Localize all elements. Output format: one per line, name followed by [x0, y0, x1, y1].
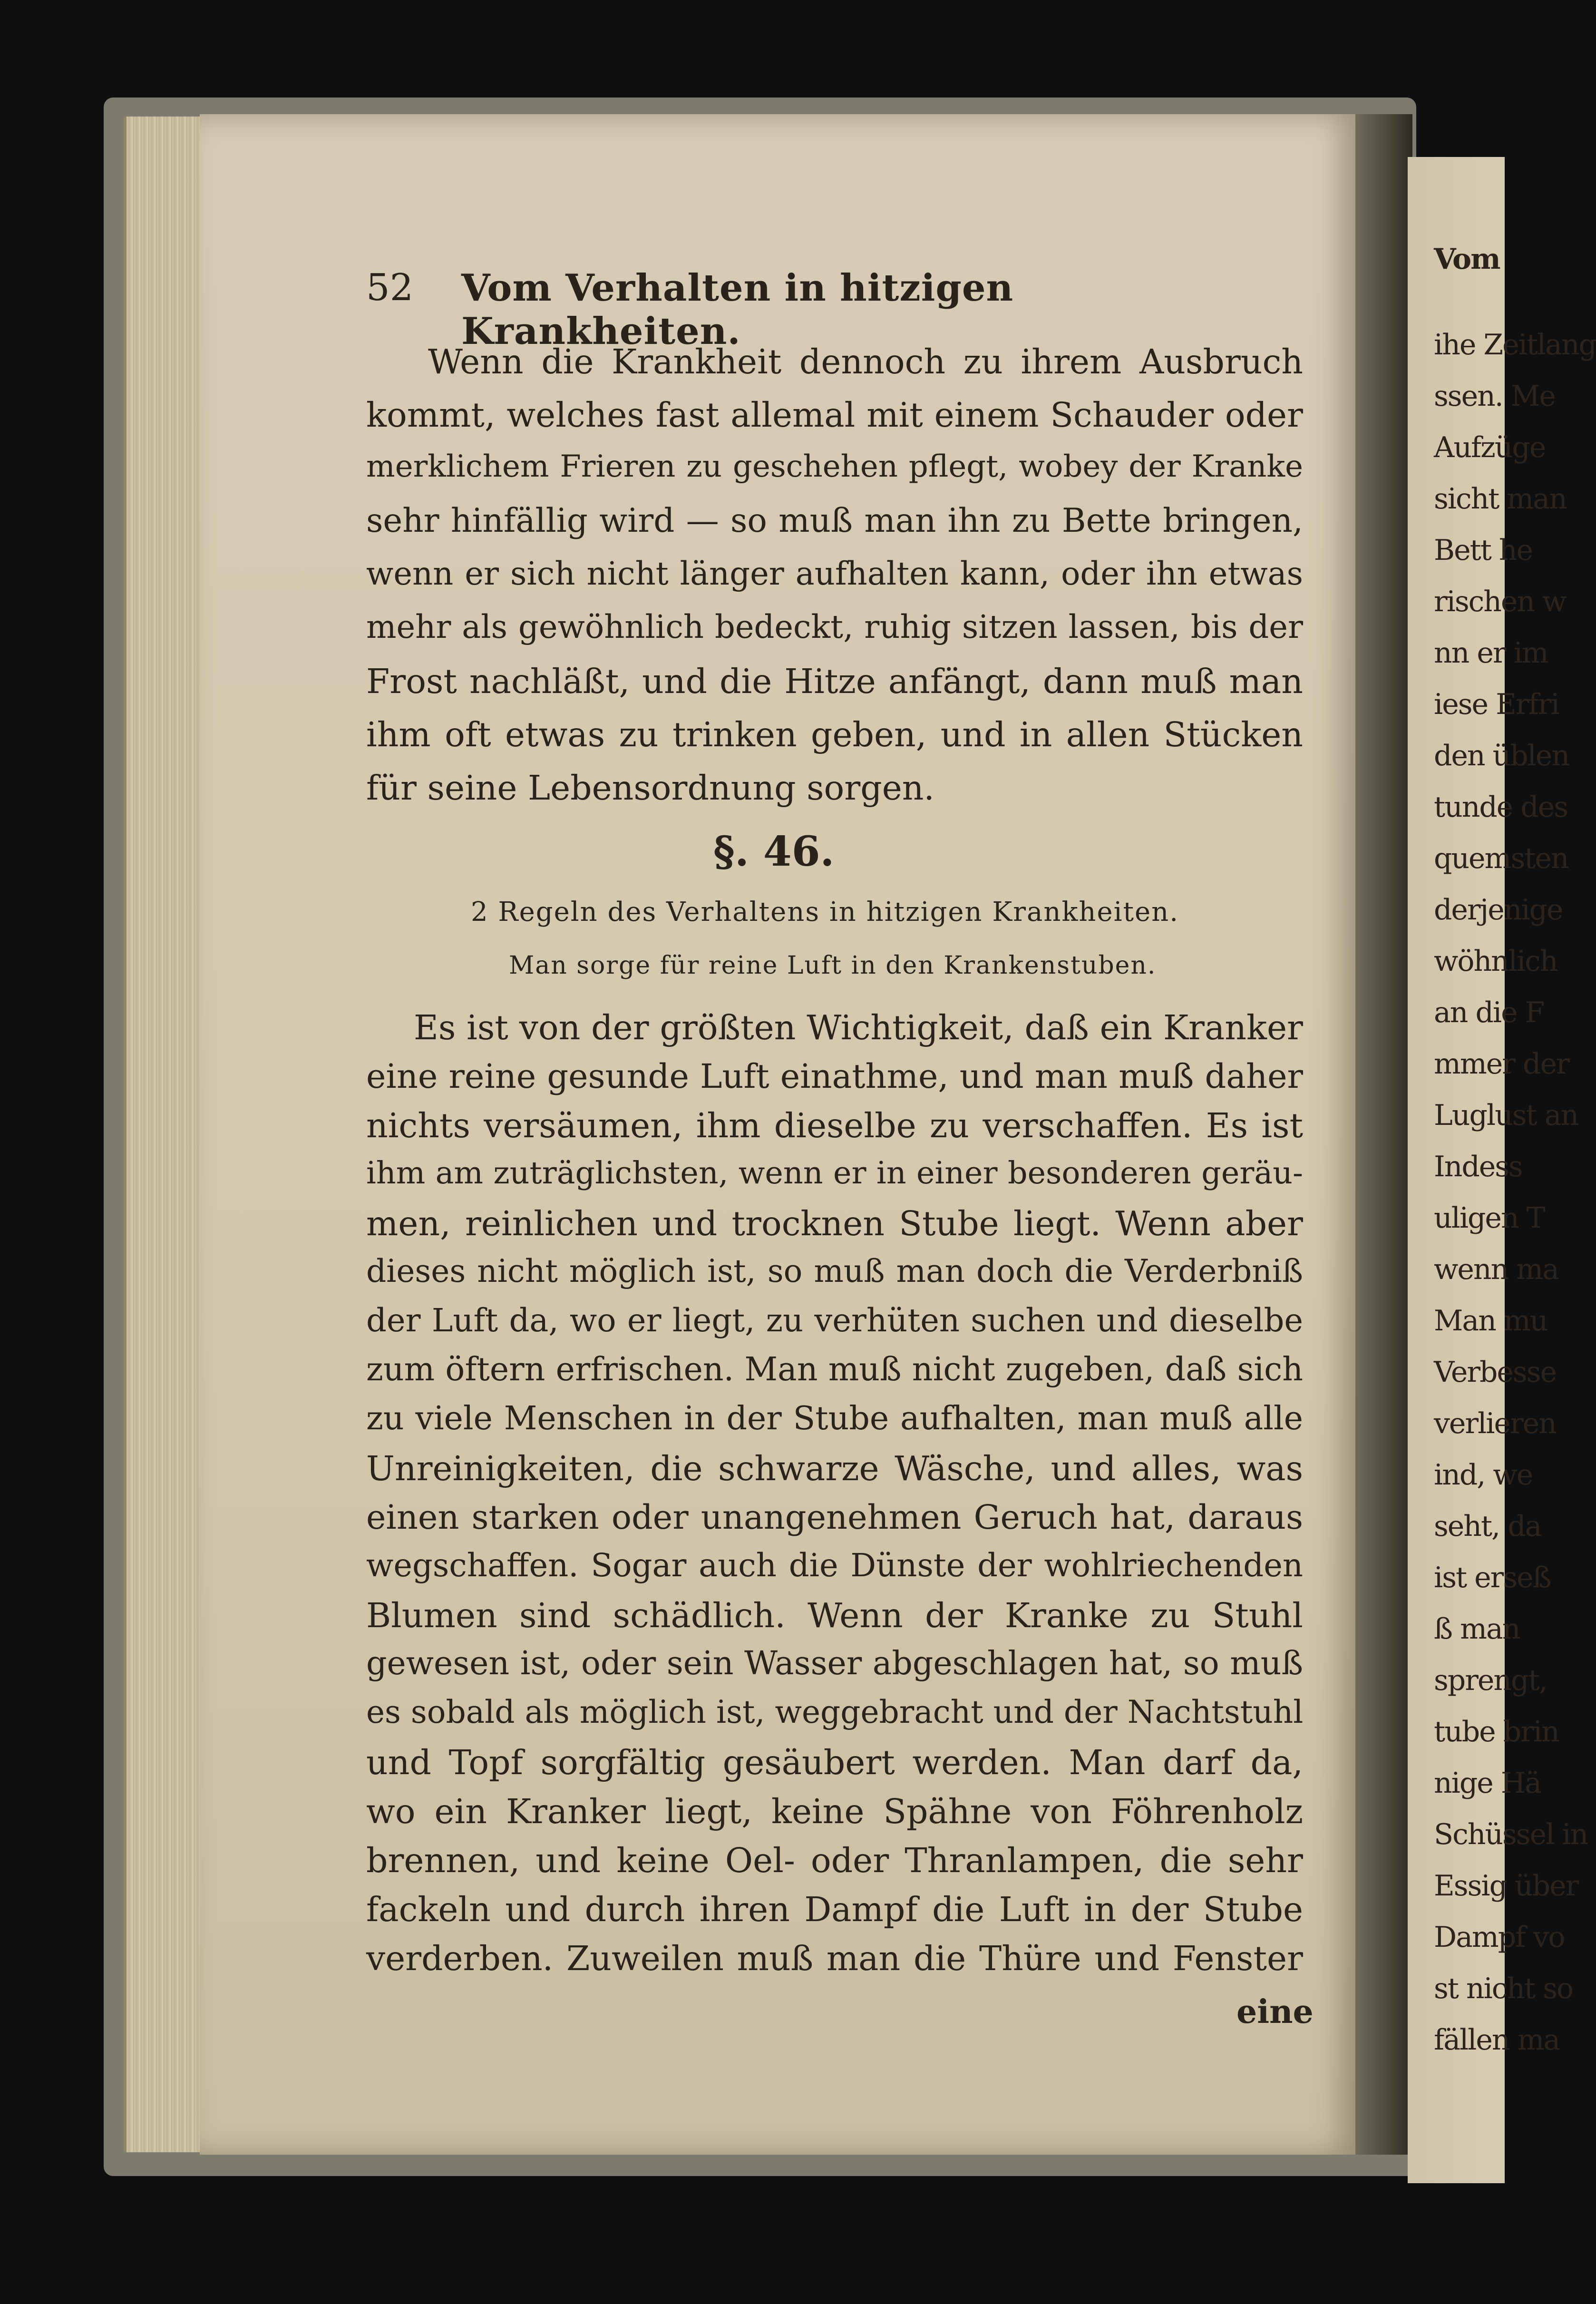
fragment-line: fällen ma	[1434, 2023, 1560, 2057]
text-line: zu viele Menschen in der Stube aufhalten, man muß alle	[366, 1400, 1303, 1437]
section-subtitle: Man sorge für reine Luft in den Krankenstuben.	[509, 951, 1157, 980]
text-line: ihm oft etwas zu trinken geben, und in allen Stücken	[366, 715, 1303, 754]
fragment-line: seht, da	[1434, 1510, 1541, 1543]
fragment-line: Luglust an	[1434, 1099, 1578, 1132]
text-line: eine reine gesunde Luft einathme, und man muß daher	[366, 1057, 1303, 1096]
fragment-line: tunde des	[1434, 791, 1568, 824]
text-line: brennen, und keine Oel- oder Thranlampen, die sehr	[366, 1841, 1303, 1880]
fragment-line: nige Hä	[1434, 1767, 1541, 1800]
fragment-line: sicht man	[1434, 482, 1567, 516]
fragment-line: Essig über	[1434, 1869, 1578, 1903]
fragment-line: den üblen	[1434, 739, 1569, 772]
text-line: zum öftern erfrischen. Man muß nicht zugeben, daß sich	[366, 1351, 1303, 1388]
fragment-line: Verbesse	[1434, 1356, 1557, 1389]
text-line: ihm am zuträglichsten, wenn er in einer besonderen geräu-	[366, 1155, 1303, 1191]
fragment-line: sprengt,	[1434, 1664, 1547, 1697]
catchword: eine	[1236, 1993, 1314, 2031]
text-line: fackeln und durch ihren Dampf die Luft in der Stube	[366, 1890, 1303, 1929]
text-line: sehr hinfällig wird — so muß man ihn zu Bette bringen,	[366, 502, 1303, 540]
fragment-line: an die F	[1434, 996, 1544, 1029]
section-number: §. 46.	[713, 828, 835, 876]
fragment-line: Aufzüge	[1434, 431, 1546, 464]
page-number: 52	[366, 266, 414, 309]
fragment-line: derjenige	[1434, 893, 1563, 927]
fragment-line: Man mu	[1434, 1304, 1547, 1337]
text-line: men, reinlichen und trocknen Stube liegt. Wenn aber	[366, 1204, 1303, 1243]
text-line: wo ein Kranker liegt, keine Spähne von Föhrenholz	[366, 1792, 1303, 1831]
text-line: einen starken oder unangenehmen Geruch hat, daraus	[366, 1498, 1303, 1537]
fragment-line: ssen. Me	[1434, 380, 1555, 413]
text-line: Es ist von der größten Wichtigkeit, daß ein Kranker	[414, 1008, 1303, 1047]
text-line: dieses nicht möglich ist, so muß man doch die Verderbniß	[366, 1253, 1303, 1289]
text-line: kommt, welches fast allemal mit einem Schauder oder	[366, 395, 1303, 435]
fragment-line: wöhnlich	[1434, 945, 1557, 978]
text-line: verderben. Zuweilen muß man die Thüre und Fenster	[366, 1939, 1303, 1978]
right-page-fragment	[1408, 157, 1596, 2183]
text-line: für seine Lebensordnung sorgen.	[366, 768, 935, 808]
fragment-line: ind, we	[1434, 1458, 1533, 1492]
text-line: Unreinigkeiten, die schwarze Wäsche, und alles, was	[366, 1449, 1303, 1488]
fragment-line: wenn ma	[1434, 1253, 1558, 1286]
text-line: Frost nachläßt, und die Hitze anfängt, dann muß man	[366, 662, 1303, 701]
fragment-line: ist erseß	[1434, 1561, 1551, 1594]
fragment-line: iese Erfri	[1434, 688, 1559, 721]
text-line: Wenn die Krankheit dennoch zu ihrem Ausbruch	[428, 342, 1303, 381]
fragment-line: Dampf vo	[1434, 1921, 1565, 1954]
fragment-line: verlieren	[1434, 1407, 1556, 1440]
text-line: nichts versäumen, ihm dieselbe zu verschaffen. Es ist	[366, 1106, 1303, 1145]
text-line: wegschaffen. Sogar auch die Dünste der wohlriechenden	[366, 1547, 1303, 1584]
fragment-line: ihe Zeitlang	[1434, 328, 1596, 361]
text-line: merklichem Frieren zu geschehen pflegt, wobey der Kranke	[366, 449, 1303, 484]
fragment-line: Vom	[1434, 243, 1500, 276]
text-line: der Luft da, wo er liegt, zu verhüten suchen und dieselbe	[366, 1302, 1303, 1339]
fragment-line: mmer der	[1434, 1047, 1569, 1081]
text-line: gewesen ist, oder sein Wasser abgeschlagen hat, so muß	[366, 1645, 1303, 1682]
fragment-line: ß man	[1434, 1612, 1520, 1646]
running-head: Vom Verhalten in hitzigen Krankheiten.	[461, 266, 1014, 353]
text-line: Blumen sind schädlich. Wenn der Kranke zu Stuhl	[366, 1596, 1303, 1635]
text-line: es sobald als möglich ist, weggebracht und der Nachtstuhl	[366, 1694, 1304, 1730]
text-line: wenn er sich nicht länger aufhalten kann, oder ihn etwas	[366, 555, 1303, 592]
fragment-line: tube brin	[1434, 1715, 1559, 1748]
fragment-line: rischen w	[1434, 585, 1566, 618]
text-line: und Topf sorgfältig gesäubert werden. Man darf da,	[366, 1743, 1303, 1782]
fragment-line: Bett he	[1434, 534, 1533, 567]
page-header	[366, 266, 1303, 353]
fragment-line: nn er im	[1434, 636, 1548, 670]
fragment-line: quemsten	[1434, 842, 1568, 875]
text-line: mehr als gewöhnlich bedeckt, ruhig sitzen lassen, bis der	[366, 608, 1303, 645]
section-title: 2 Regeln des Verhaltens in hitzigen Krankheiten.	[471, 897, 1179, 927]
fragment-line: Indess	[1434, 1150, 1522, 1183]
fragment-line: st nicht so	[1434, 1972, 1573, 2005]
book-gutter	[1355, 114, 1412, 2155]
fragment-line: Schüssel in	[1434, 1818, 1588, 1851]
fragment-line: uligen T	[1434, 1201, 1545, 1235]
